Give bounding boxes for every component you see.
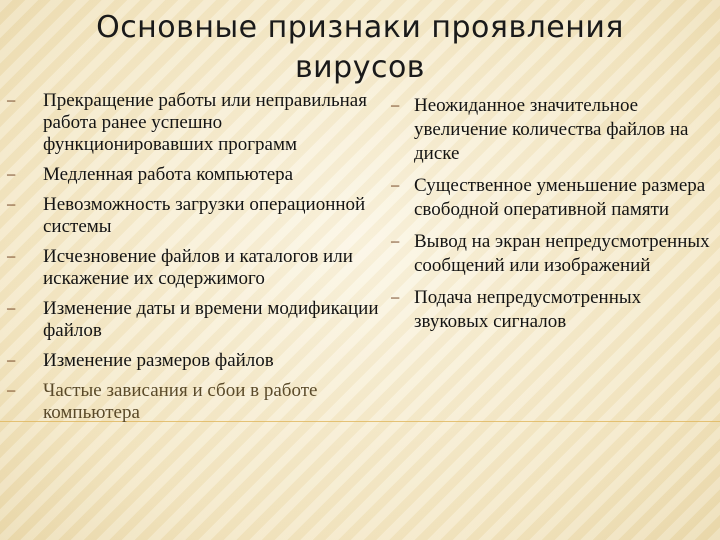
dash-bullet-icon: − (390, 232, 401, 252)
right-bullet-list (390, 94, 710, 342)
list-item (6, 380, 381, 424)
list-item-text: Вывод на экран непредусмотренных сообщений или изображений (414, 231, 710, 276)
dash-bullet-icon: − (6, 381, 17, 401)
list-item (6, 350, 381, 372)
dash-bullet-icon: − (390, 96, 401, 116)
list-item (390, 230, 710, 278)
list-item-text: Существенное уменьшение размера свободной оперативной памяти (414, 175, 706, 220)
list-item (6, 164, 381, 186)
dash-bullet-icon: − (390, 288, 401, 308)
list-item-text: Неожиданное значительное увеличение количества файлов на диске (414, 95, 689, 164)
slide-title-line2: вирусов (294, 50, 425, 85)
list-item (6, 194, 381, 238)
list-item (6, 246, 381, 290)
list-item-text: Невозможность загрузки операционной системы (43, 194, 366, 237)
dash-bullet-icon: − (6, 247, 17, 267)
slide-title (0, 8, 720, 88)
list-item-text: Частые зависания и сбои в работе компьютера (43, 380, 318, 423)
list-item (390, 94, 710, 166)
left-bullet-list (6, 90, 381, 432)
list-item-text: Медленная работа компьютера (43, 164, 294, 185)
list-item-text: Исчезновение файлов и каталогов или искажение их содержимого (43, 246, 353, 289)
slide-title-line1: Основные признаки проявления (96, 10, 624, 45)
list-item-text: Подача непредусмотренных звуковых сигналов (414, 287, 642, 332)
list-item (390, 174, 710, 222)
list-item (6, 90, 381, 156)
dash-bullet-icon: − (6, 351, 17, 371)
dash-bullet-icon: − (6, 195, 17, 215)
list-item (390, 286, 710, 334)
list-item-text: Изменение размеров файлов (43, 350, 274, 371)
list-item-text: Изменение даты и времени модификации файлов (43, 298, 379, 341)
dash-bullet-icon: − (390, 176, 401, 196)
list-item-text: Прекращение работы или неправильная работа ранее успешно функционировавших программ (43, 90, 367, 155)
dash-bullet-icon: − (6, 165, 17, 185)
list-item (6, 298, 381, 342)
dash-bullet-icon: − (6, 91, 17, 111)
dash-bullet-icon: − (6, 299, 17, 319)
